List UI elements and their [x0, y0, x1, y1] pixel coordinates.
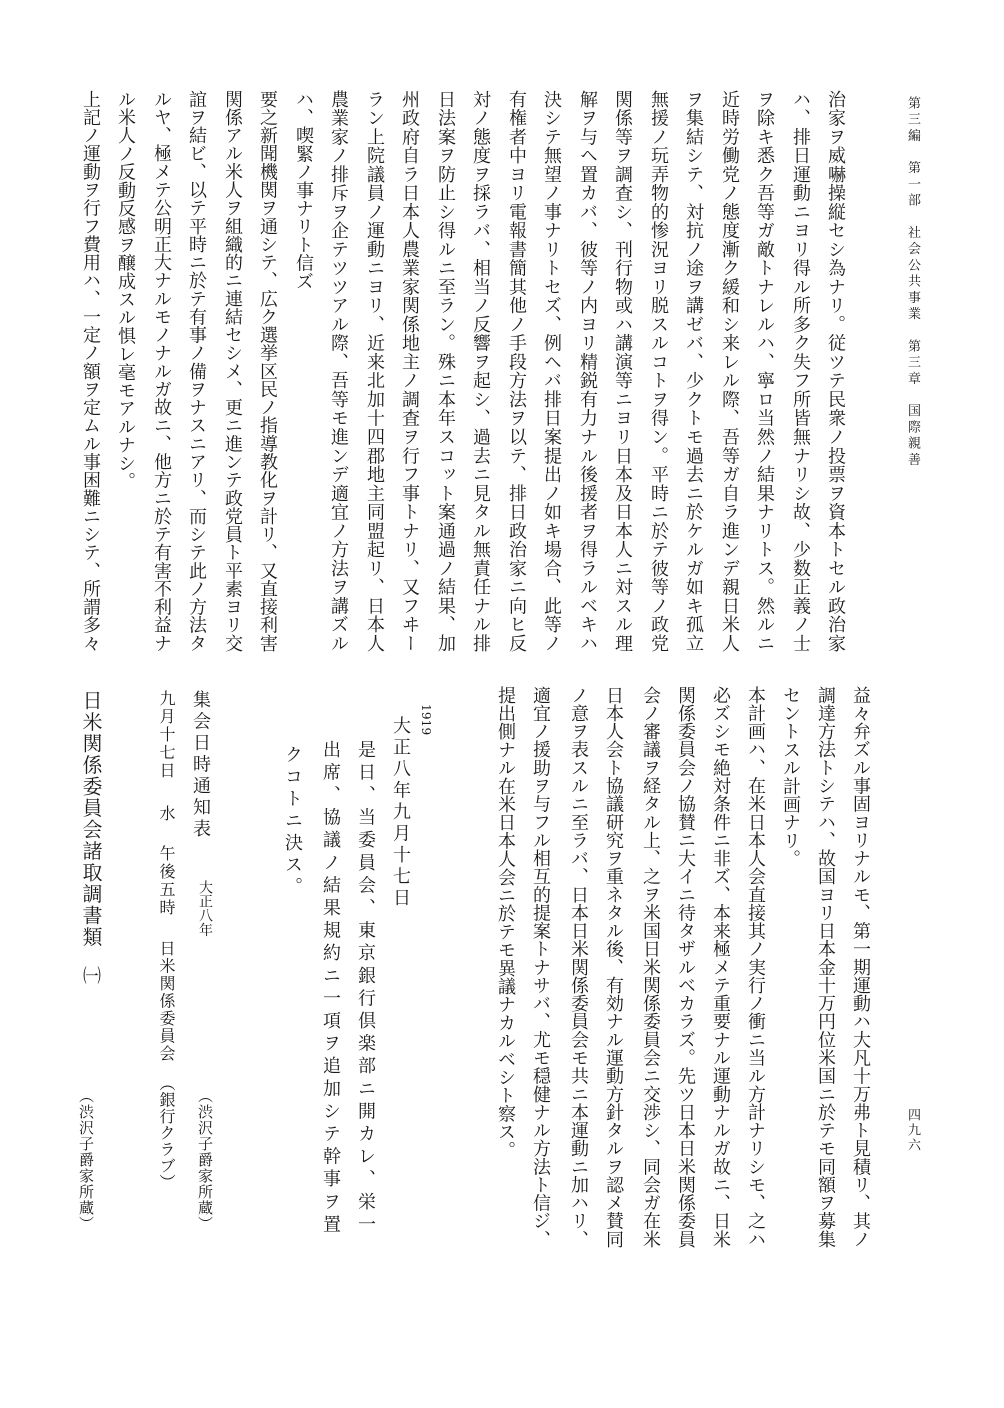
text-column: 関係委員会ノ協賛ニ大イニ待タザルベカラズ。先ツ日本日米関係委員	[675, 686, 696, 1248]
text-column: ハ、排日運動ニヨリ得ル所多ク失フ所皆無ナリシ故、少数正義ノ士	[790, 90, 811, 652]
text-column: ルヤ、極メテ公明正大ナルモノナルガ故ニ、他方ニ於テ有害不利益ナ	[151, 90, 172, 652]
text-column: 解ヲ与ヘ置カバ、彼等ノ内ヨリ精鋭有力ナル後援者ヲ得ラルベキハ	[577, 90, 598, 652]
text-column: ヲ除キ悉ク吾等ガ敵トナレルハ、寧ロ当然ノ結果ナリトス。然ルニ	[754, 90, 775, 652]
text-column: 日本人会ト協議研究ヲ重ネタル後、有効ナル運動方針タルヲ認メ賛同	[603, 686, 624, 1248]
text-column: 決シテ無望ノ事ナリトセズ、例ヘバ排日案提出ノ如キ場合、此等ノ	[541, 90, 562, 652]
text-column: 調達方法トシテハ、故国ヨリ日本金十万円位米国ニ於テモ同額ヲ募集	[815, 686, 836, 1248]
text-column: 益々弁ズル事固ヨリナルモ、第一期運動ハ大凡十万弗ト見積リ、其ノ	[850, 686, 871, 1248]
text-column: 提出側ナル在米日本人会ニ於テモ異議ナカルベシト察ス。	[495, 686, 516, 1160]
entry-text: 出席、協議ノ結果規約ニ一項ヲ追加シテ幹事ヲ置	[320, 740, 341, 1238]
text-column: 農業家ノ排斥ヲ企テツツアル際、吾等モ進ンデ適宜ノ方法ヲ講ズル	[328, 90, 349, 652]
text-column: 適宜ノ援助ヲ与フル相互的提案トナサバ、尤モ穏健ナル方法ト信ジ、	[530, 686, 551, 1248]
text-column: セントスル計画ナリ。	[780, 686, 801, 868]
schedule-time: 午後五時	[157, 845, 176, 917]
text-column: 関係アル米人ヲ組織的ニ連結セシメ、更ニ進ンテ政党員ト平素ヨリ交	[222, 90, 243, 652]
schedule-place: （銀行クラブ）	[157, 1075, 176, 1191]
document-source: （渋沢子爵家所蔵）	[77, 1088, 95, 1232]
text-column: 誼ヲ結ビ、以テ平時ニ於テ有事ノ備ヲナスニアリ、而シテ此ノ方法タ	[186, 90, 207, 652]
text-column: 有権者中ヨリ電報書簡其他ノ手段方法ヲ以テ、排日政治家ニ向ヒ反	[506, 90, 527, 652]
text-column: ハ、喫緊ノ事ナリト信ズ	[293, 90, 314, 291]
text-column: 近時労働党ノ態度漸ク緩和シ来レル際、吾等ガ自ラ進ンデ親日米人	[719, 90, 740, 652]
text-column: 必ズシモ絶対条件ニ非ズ、本来極メテ重要ナル運動ナルガ故ニ、日米	[710, 686, 731, 1248]
document-volume: ㈠	[80, 966, 101, 985]
western-year: 1919	[419, 704, 433, 736]
running-header: 第三編 第一部 社会公共事業 第三章 国際親善	[905, 96, 920, 469]
text-column: 治家ヲ威嚇操縦セシ為ナリ。従ツテ民衆ノ投票ヲ資本トセル政治家	[825, 90, 846, 652]
text-column: 無援ノ玩弄物的惨況ヨリ脱スルコトヲ得ン。平時ニ於テ彼等ノ政党	[648, 90, 669, 652]
notice-era: 大正八年	[197, 880, 213, 937]
notice-source: （渋沢子爵家所蔵）	[196, 1088, 214, 1232]
entry-text: 是日、当委員会、東京銀行倶楽部ニ開カレ、栄一	[355, 740, 376, 1238]
entry-date: 大正八年九月十七日	[390, 716, 411, 910]
notice-title: 集会日時通知表	[190, 690, 211, 841]
text-column: 州政府自ラ日本人農業家関係地主ノ調査ヲ行フ事トナリ、又フヰー	[399, 90, 420, 652]
text-column: ヲ集結シテ、対抗ノ途ヲ講ゼバ、少クトモ過去ニ於ケルガ如キ孤立	[683, 90, 704, 652]
text-column: 上記ノ運動ヲ行フ費用ハ、一定ノ額ヲ定ムル事困難ニシテ、所謂多々	[80, 90, 101, 652]
text-column: ラン上院議員ノ運動ニヨリ、近来北加十四郡地主同盟起リ、日本人	[364, 90, 385, 652]
schedule-weekday: 水	[157, 805, 176, 822]
text-column: 要之新聞機関ヲ通シテ、広ク選挙区民ノ指導教化ヲ計リ、又直接利害	[257, 90, 278, 652]
text-column: 日法案ヲ防止シ得ルニ至ラン。殊ニ本年スコット案通過ノ結果、加	[435, 90, 456, 652]
text-column: ル米人ノ反動反感ヲ醸成スル惧レ毫モアルナシ。	[115, 90, 136, 491]
page-number: 四九六	[905, 1108, 920, 1153]
schedule-body: 日米関係委員会	[157, 940, 176, 1063]
text-column: 本計画ハ、在米日本人会直接其ノ実行ノ衝ニ当ル方計ナリシモ、之ハ	[745, 686, 766, 1248]
text-column: ノ意ヲ表スルニ至ラバ、日本日米関係委員会モ共ニ本運動ニ加ハリ、	[568, 686, 589, 1248]
document-title: 日米関係委員会諸取調書類	[79, 690, 103, 948]
text-column: 会ノ審議ヲ経タル上、之ヲ米国日米関係委員会ニ交渉シ、同会ガ在米	[640, 686, 661, 1248]
schedule-date: 九月十七日	[157, 690, 176, 780]
entry-text: クコトニ決ス。	[282, 745, 303, 899]
text-column: 関係等ヲ調査シ、刊行物或ハ講演等ニヨリ日本及日本人ニ対スル理	[612, 90, 633, 652]
text-column: 対ノ態度ヲ採ラバ、相当ノ反響ヲ起シ、過去ニ見タル無責任ナル排	[470, 90, 491, 652]
